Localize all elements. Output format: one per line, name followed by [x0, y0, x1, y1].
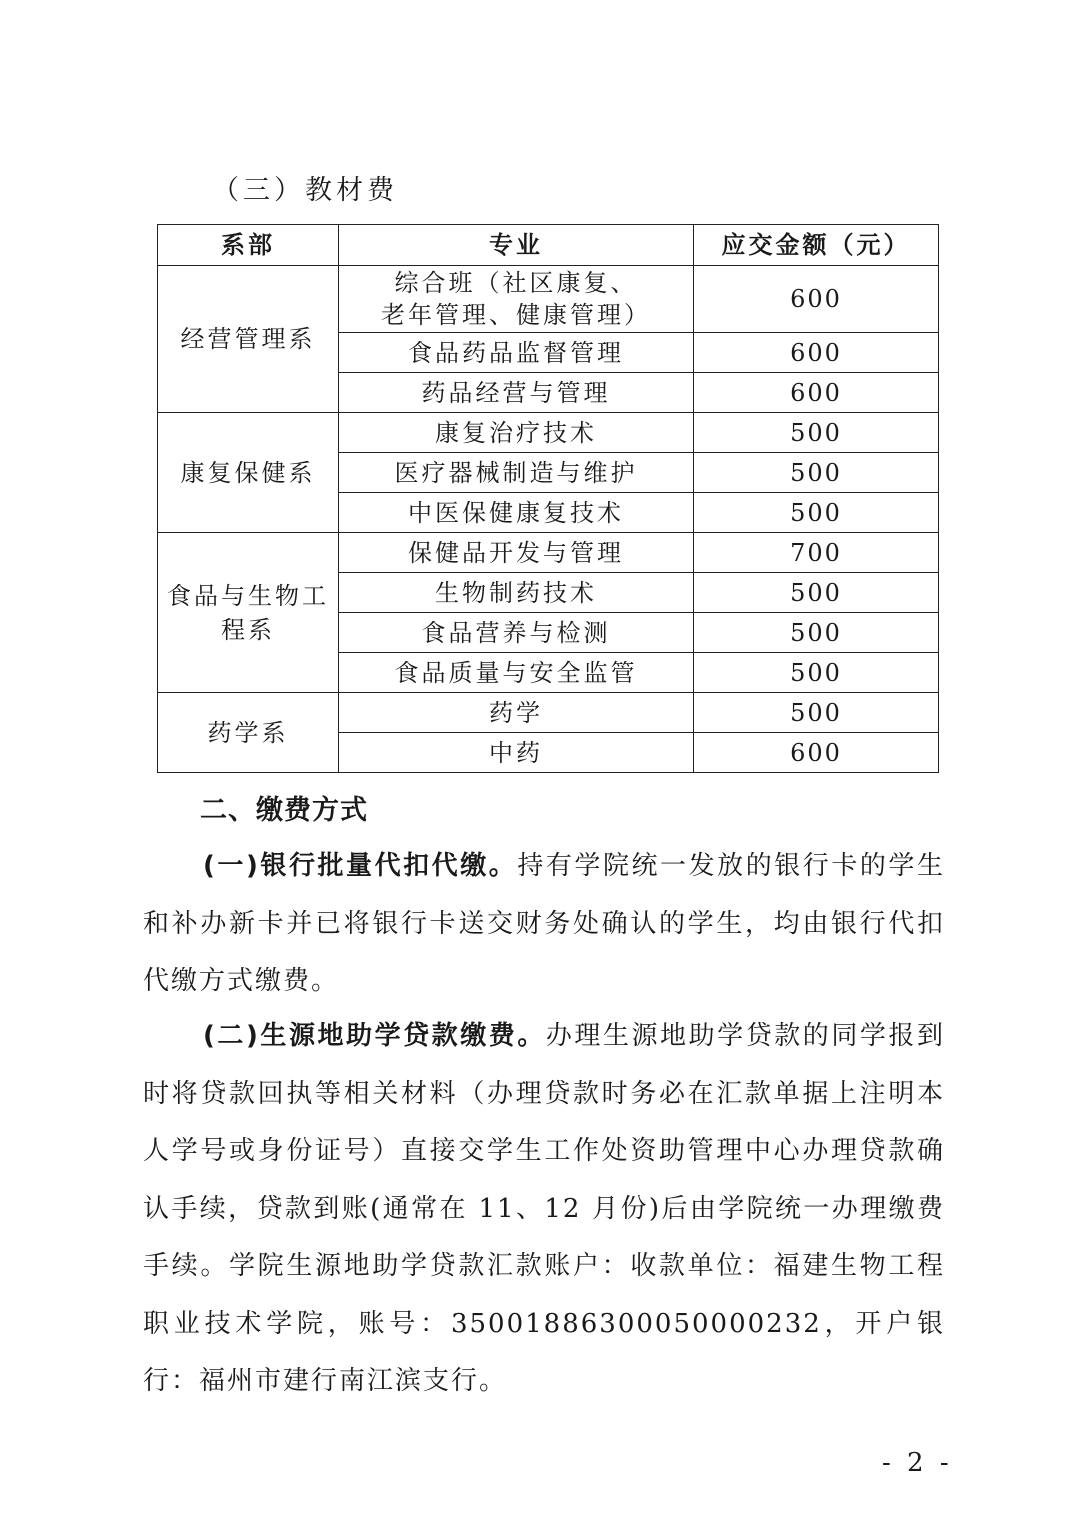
page-number: - 2 -: [882, 1448, 953, 1478]
paragraph-body: 办理生源地助学贷款的同学报到时将贷款回执等相关材料（办理贷款时务必在汇款单据上注明本人学号或身份证号）直接交学生工作处资助管理中心办理贷款确认手续，贷款到账(通常在 11、12 月份)后由学院统一办理缴费手续。学院生源地助学贷款汇款账户：收款单位：福建生物工程职业技术学院，账号：35001886300050000232，开户银行：福州市建行南江滨支行。: [143, 1021, 945, 1396]
major-cell: 医疗器械制造与维护: [339, 453, 694, 493]
major-cell: 生物制药技术: [339, 573, 694, 613]
paragraph-bank-deduction: [143, 838, 945, 1011]
textbook-fee-table: [157, 224, 939, 773]
amount-cell: 600: [694, 373, 939, 413]
department-line: 程系: [221, 615, 275, 644]
header-amount: 应交金额（元）: [694, 225, 939, 266]
table-header-row: [158, 225, 939, 266]
table-row: [158, 533, 939, 573]
major-cell: 药品经营与管理: [339, 373, 694, 413]
major-cell: 食品营养与检测: [339, 613, 694, 653]
table-row: [158, 266, 939, 333]
amount-cell: 500: [694, 493, 939, 533]
section-title: （三）教材费: [212, 175, 398, 206]
header-major: 专业: [339, 225, 694, 266]
major-cell: 食品药品监督管理: [339, 333, 694, 373]
amount-cell: 600: [694, 266, 939, 333]
major-cell: [339, 266, 694, 333]
department-cell: 康复保健系: [158, 413, 339, 533]
paragraph-lead: (一)银行批量代扣代缴。: [203, 851, 518, 881]
major-cell: 中医保健康复技术: [339, 493, 694, 533]
table-row: [158, 413, 939, 453]
amount-cell: 500: [694, 693, 939, 733]
department-cell: [158, 533, 339, 693]
payment-method-heading: 二、缴费方式: [200, 795, 368, 826]
amount-cell: 600: [694, 333, 939, 373]
paragraph-student-loan: [143, 1008, 945, 1411]
amount-cell: 500: [694, 573, 939, 613]
major-cell: 食品质量与安全监管: [339, 653, 694, 693]
amount-cell: 500: [694, 653, 939, 693]
major-line: 老年管理、健康管理）: [381, 301, 651, 329]
major-cell: 康复治疗技术: [339, 413, 694, 453]
amount-cell: 500: [694, 613, 939, 653]
major-cell: 保健品开发与管理: [339, 533, 694, 573]
major-cell: 中药: [339, 733, 694, 773]
paragraph-body: 持有学院统一发放的银行卡的学生和补办新卡并已将银行卡送交财务处确认的学生，均由银行代扣代缴方式缴费。: [143, 851, 945, 996]
amount-cell: 500: [694, 453, 939, 493]
major-cell: 药学: [339, 693, 694, 733]
department-cell: 药学系: [158, 693, 339, 773]
table-row: [158, 693, 939, 733]
amount-cell: 500: [694, 413, 939, 453]
major-line: 综合班（社区康复、: [394, 269, 638, 297]
department-cell: 经营管理系: [158, 266, 339, 413]
paragraph-lead: (二)生源地助学贷款缴费。: [203, 1021, 546, 1051]
amount-cell: 600: [694, 733, 939, 773]
header-department: 系部: [158, 225, 339, 266]
department-line: 食品与生物工: [167, 581, 329, 610]
amount-cell: 700: [694, 533, 939, 573]
